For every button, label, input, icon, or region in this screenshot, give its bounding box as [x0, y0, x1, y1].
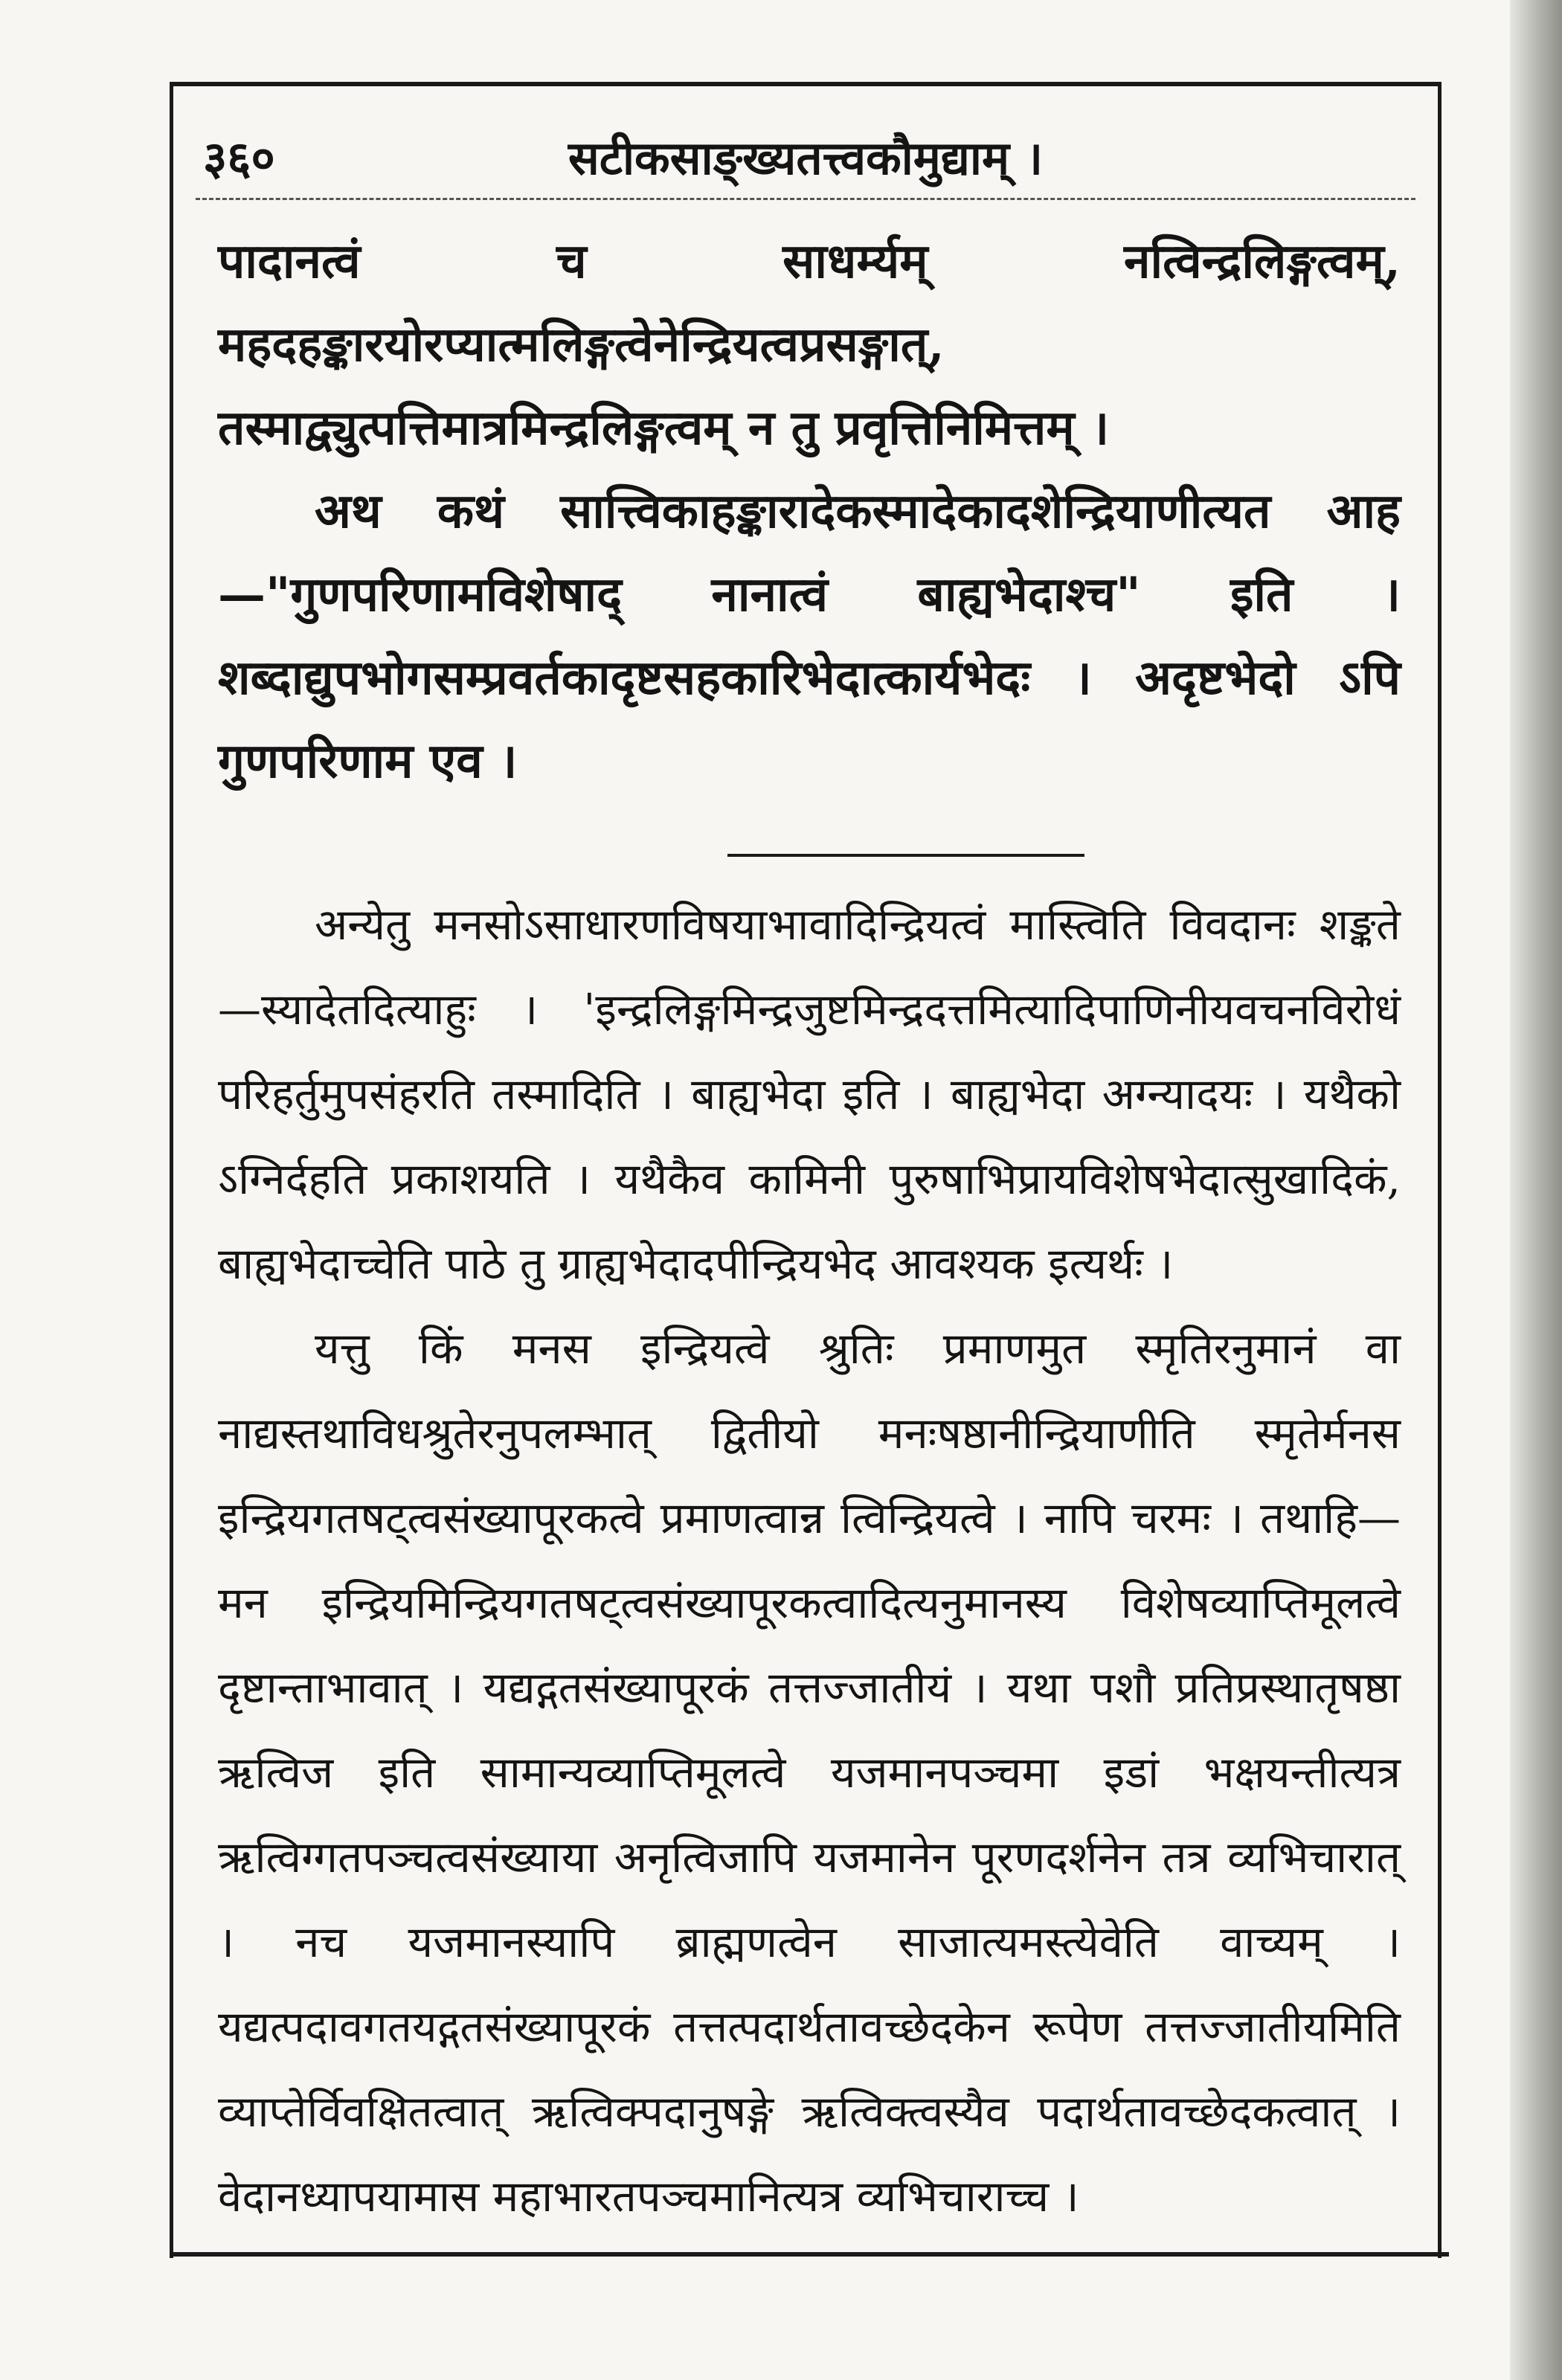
section-divider: [727, 854, 1084, 857]
commentary-paragraph: अन्येतु मनसोऽसाधारणविषयाभावादिन्द्रियत्वं मास्त्विति विवदानः शङ्कते —स्यादेतदित्याहुः । 'इन्द्रलिङ्गमिन्द्रजुष्टमिन्द्रदत्तमित्यादिपाणिनीयवचनविरोधं परिहर्तुमुपसंहरति तस्मादिति । बाह्यभेदा इति । बाह्यभेदा अग्न्यादयः । यथैको ऽग्निर्दहति प्रकाशयति । यथैकैव कामिनी पुरुषाभिप्रायविशेषभेदात्सुखादिकं, बाह्यभेदाच्चेति पाठे तु ग्राह्यभेदादपीन्द्रियभेद आवश्यक इत्यर्थः ।: [218, 899, 1401, 1289]
bottom-rule: [170, 2252, 1449, 2257]
page-number: ३६०: [203, 131, 275, 185]
commentary-paragraph: यत्तु किं मनस इन्द्रियत्वे श्रुतिः प्रमाणमुत स्मृतिरनुमानं वा नाद्यस्तथाविधश्रुतेरनुपलम्भात् द्वितीयो मनःषष्ठानीन्द्रियाणीति स्मृतेर्मनस इन्द्रियगतषट्त्वसंख्यापूरकत्वे प्रमाणत्वान्न त्विन्द्रियत्वे । नापि चरमः । तथाहि—मन इन्द्रियमिन्द्रियगतषट्त्वसंख्यापूरकत्वादित्यनुमानस्य विशेषव्याप्तिमूलत्वे दृष्टान्ताभावात् । यद्यद्गतसंख्यापूरकं तत्तज्जातीयं । यथा पशौ प्रतिप्रस्थातृषष्ठा ऋत्विज इति सामान्यव्याप्तिमूलत्वे यजमानपञ्चमा इडां भक्षयन्तीत्यत्र ऋत्विग्गतपञ्चत्वसंख्याया अनृत्विजापि यजमानेन पूरणदर्शनेन तत्र व्यभिचारात् । नच यजमानस्यापि ब्राह्मणत्वेन साजात्यमस्त्येवेति वाच्यम् । यद्यत्पदावगतयद्गतसंख्यापूरकं तत्तत्पदार्थतावच्छेदकेन रूपेण तत्तज्जातीयमिति व्याप्तेर्विवक्षितत्वात् ऋत्विक्पदानुषङ्गे ऋत्विक्त्वस्यैव पदार्थतावच्छेदकत्वात् । वेदानध्यापयामास महाभारतपञ्चमानित्यत्र व्यभिचाराच्च ।: [218, 1323, 1401, 2222]
page-header: [203, 116, 1408, 198]
page-frame: [170, 82, 1442, 2258]
mula-paragraph: अथ कथं सात्त्विकाहङ्कारादेकस्मादेकादशेन्द्रियाणीत्यत आह—"गुणपरिणामविशेषाद् नानात्वं बाह्यभेदाश्च" इति । शब्दाद्युपभोगसम्प्रवर्तकादृष्टसहकारिभेदात्कार्यभेदः । अदृष्टभेदो ऽपि गुणपरिणाम एव ।: [218, 483, 1401, 789]
mula-paragraph: पादानत्वं च साधर्म्यम् नत्विन्द्रलिङ्गत्वम्, महदहङ्कारयोरप्यात्मलिङ्गत्वेनेन्द्रियत्वप्रसङ्गात्, तस्माद्व्युत्पत्तिमात्रमिन्द्रलिङ्गत्वम् न तु प्रवृत्तिनिमित्तम् ।: [218, 234, 1401, 456]
running-head: सटीकसाङ्ख्यतत्त्वकौमुद्याम् ।: [568, 131, 1044, 185]
scan-edge-shadow: [1510, 0, 1562, 2380]
header-rule: [196, 198, 1415, 200]
commentary-text-block: [218, 882, 1401, 2239]
mula-text-block: [218, 220, 1401, 803]
